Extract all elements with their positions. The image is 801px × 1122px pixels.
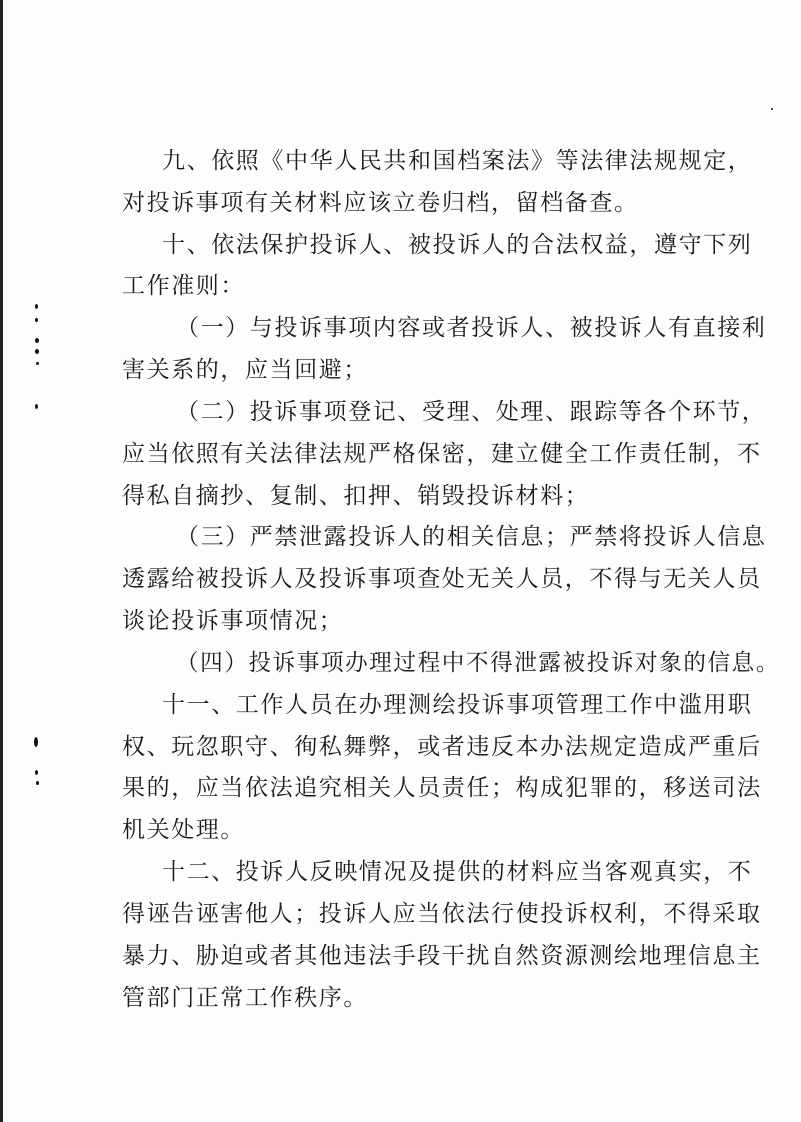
item-2-line-1: （二）投诉事项登记、受理、处理、跟踪等各个环节， bbox=[176, 399, 767, 425]
item-3-line-1: （三）严禁泄露投诉人的相关信息；严禁将投诉人信息 bbox=[176, 524, 767, 550]
scan-speck bbox=[34, 737, 38, 747]
paragraph-11-line-2: 权、玩忽职守、徇私舞弊，或者违反本办法规定造成严重后 bbox=[122, 734, 762, 760]
paragraph-12-line-1: 十二、投诉人反映情况及提供的材料应当客观真实，不 bbox=[162, 859, 753, 885]
paragraph-10-line-2: 工作准则： bbox=[122, 273, 245, 299]
scan-speck bbox=[36, 781, 39, 785]
paragraph-12-line-3: 暴力、胁迫或者其他违法手段干扰自然资源测绘地理信息主 bbox=[122, 943, 762, 969]
paragraph-9-line-1: 九、依照《中华人民共和国档案法》等法律法规规定， bbox=[162, 148, 753, 174]
item-1-line-1: （一）与投诉事项内容或者投诉人、被投诉人有直接利 bbox=[176, 315, 767, 341]
scan-speck bbox=[35, 349, 39, 354]
scan-speck bbox=[771, 108, 773, 110]
scan-speck bbox=[35, 338, 39, 343]
item-1-line-2: 害关系的，应当回避； bbox=[122, 357, 368, 383]
paragraph-11-line-1: 十一、工作人员在办理测绘投诉事项管理工作中滥用职 bbox=[162, 692, 753, 718]
paragraph-11-line-4: 机关处理。 bbox=[122, 817, 245, 843]
scan-border bbox=[0, 0, 3, 1122]
paragraph-12-line-4: 管部门正常工作秩序。 bbox=[122, 985, 368, 1011]
paragraph-12-line-2: 得诬告诬害他人；投诉人应当依法行使投诉权利，不得采取 bbox=[122, 901, 762, 927]
item-4-line-1: （四）投诉事项办理过程中不得泄露被投诉对象的信息。 bbox=[176, 650, 780, 676]
item-2-line-3: 得私自摘抄、复制、扣押、销毁投诉材料； bbox=[122, 483, 590, 509]
scan-speck bbox=[35, 770, 38, 775]
item-3-line-3: 谈论投诉事项情况； bbox=[122, 608, 344, 634]
scan-speck bbox=[35, 304, 38, 309]
paragraph-9-line-2: 对投诉事项有关材料应该立卷归档，留档备查。 bbox=[122, 190, 639, 216]
item-3-line-2: 透露给被投诉人及投诉事项查处无关人员，不得与无关人员 bbox=[122, 566, 762, 592]
scan-speck bbox=[36, 362, 39, 365]
scan-speck bbox=[35, 318, 38, 322]
paragraph-11-line-3: 果的，应当依法追究相关人员责任；构成犯罪的，移送司法 bbox=[122, 775, 762, 801]
item-2-line-2: 应当依照有关法律法规严格保密，建立健全工作责任制，不 bbox=[122, 441, 762, 467]
paragraph-10-line-1: 十、依法保护投诉人、被投诉人的合法权益，遵守下列 bbox=[162, 232, 753, 258]
scan-speck bbox=[35, 404, 38, 409]
